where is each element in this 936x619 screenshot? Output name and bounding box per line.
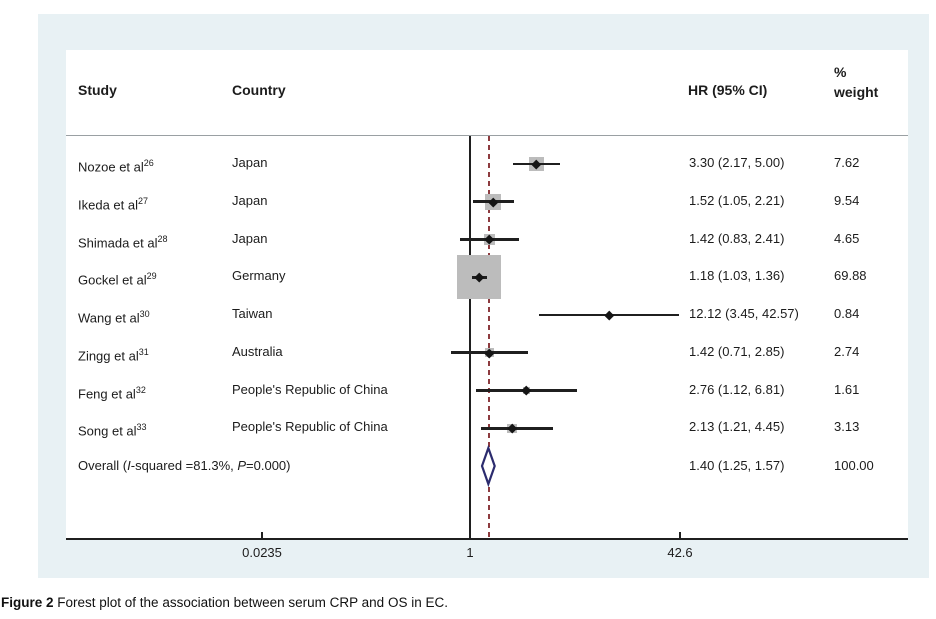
figure-caption-text: Forest plot of the association between serum CRP and OS in EC. (53, 595, 448, 610)
weight-value: 3.13 (834, 419, 860, 435)
study-label (78, 230, 168, 252)
study-label (78, 192, 148, 214)
country-label: People's Republic of China (232, 381, 388, 397)
weight-value: 69.88 (834, 268, 867, 284)
overall-diamond (479, 445, 498, 487)
column-header-hr: HR (95% CI) (688, 82, 768, 98)
hr-ci-value: 1.42 (0.83, 2.41) (689, 230, 785, 246)
hr-ci-value: 1.52 (1.05, 2.21) (689, 192, 785, 208)
hr-ci-value: 3.30 (2.17, 5.00) (689, 155, 785, 170)
study-label (78, 343, 149, 365)
study-name: Zingg et al (78, 348, 139, 364)
weight-value: 2.74 (834, 343, 860, 359)
weight-value: 1.61 (834, 381, 860, 397)
country-label: Taiwan (232, 306, 273, 321)
axis-tick-label-low: 0.0235 (242, 545, 282, 560)
column-header-weight-percent: % (834, 64, 847, 80)
overall-label-mid: -squared =81.3%, (130, 458, 238, 473)
study-reference-superscript: 32 (135, 384, 146, 395)
hr-ci-value: 12.12 (3.45, 42.57) (689, 306, 799, 321)
country-label: People's Republic of China (232, 419, 388, 435)
study-reference-superscript: 27 (138, 195, 149, 206)
hr-ci-value: 2.76 (1.12, 6.81) (689, 381, 785, 397)
overall-label-prefix: Overall ( (78, 458, 128, 473)
study-name: Shimada et al (78, 234, 158, 250)
weight-value: 9.54 (834, 192, 860, 208)
country-label: Australia (232, 343, 283, 359)
x-axis-line (66, 538, 908, 540)
study-reference-superscript: 33 (136, 422, 147, 433)
study-label (78, 381, 146, 403)
p-value-symbol: P (237, 458, 247, 473)
study-label (78, 418, 147, 440)
column-header-study: Study (78, 82, 117, 98)
column-header-weight (834, 62, 878, 102)
axis-tick-low (261, 532, 263, 539)
i-squared-symbol: I (127, 458, 131, 473)
axis-tick-high (679, 532, 681, 539)
study-label (78, 267, 157, 289)
figure-caption (1, 595, 448, 610)
study-label (78, 154, 154, 176)
column-header-country: Country (232, 82, 286, 98)
figure-caption-number: Figure 2 (1, 595, 54, 610)
country-label: Japan (232, 192, 268, 208)
study-name: Feng et al (78, 385, 136, 401)
country-label: Japan (232, 230, 268, 246)
null-effect-line (469, 136, 471, 538)
hr-ci-value: 1.42 (0.71, 2.85) (689, 343, 785, 359)
study-name: Song et al (78, 423, 137, 439)
study-reference-superscript: 31 (138, 346, 149, 357)
overall-label-suffix: =0.000) (246, 458, 291, 473)
study-name: Wang et al (78, 310, 140, 326)
overall-label (78, 457, 290, 475)
country-label: Japan (232, 155, 268, 170)
study-reference-superscript: 29 (146, 271, 157, 282)
hr-ci-value: 2.13 (1.21, 4.45) (689, 419, 785, 435)
study-label (78, 305, 150, 327)
study-name: Gockel et al (78, 272, 147, 288)
axis-tick-one (469, 532, 471, 539)
study-reference-superscript: 30 (139, 309, 150, 319)
header-divider (66, 135, 908, 136)
axis-tick-label-high: 42.6 (667, 545, 693, 560)
overall-weight-value: 100.00 (834, 458, 874, 473)
overall-hr-value: 1.40 (1.25, 1.57) (689, 458, 785, 473)
study-reference-superscript: 28 (157, 233, 168, 244)
column-header-weight-word: weight (834, 84, 879, 100)
country-label: Germany (232, 268, 286, 284)
hr-ci-value: 1.18 (1.03, 1.36) (689, 268, 785, 284)
weight-value: 0.84 (834, 306, 860, 321)
study-reference-superscript: 26 (143, 158, 154, 168)
weight-value: 7.62 (834, 155, 860, 170)
axis-tick-label-one: 1 (466, 545, 474, 560)
study-name: Ikeda et al (78, 197, 138, 213)
weight-value: 4.65 (834, 230, 860, 246)
study-name: Nozoe et al (78, 159, 144, 175)
